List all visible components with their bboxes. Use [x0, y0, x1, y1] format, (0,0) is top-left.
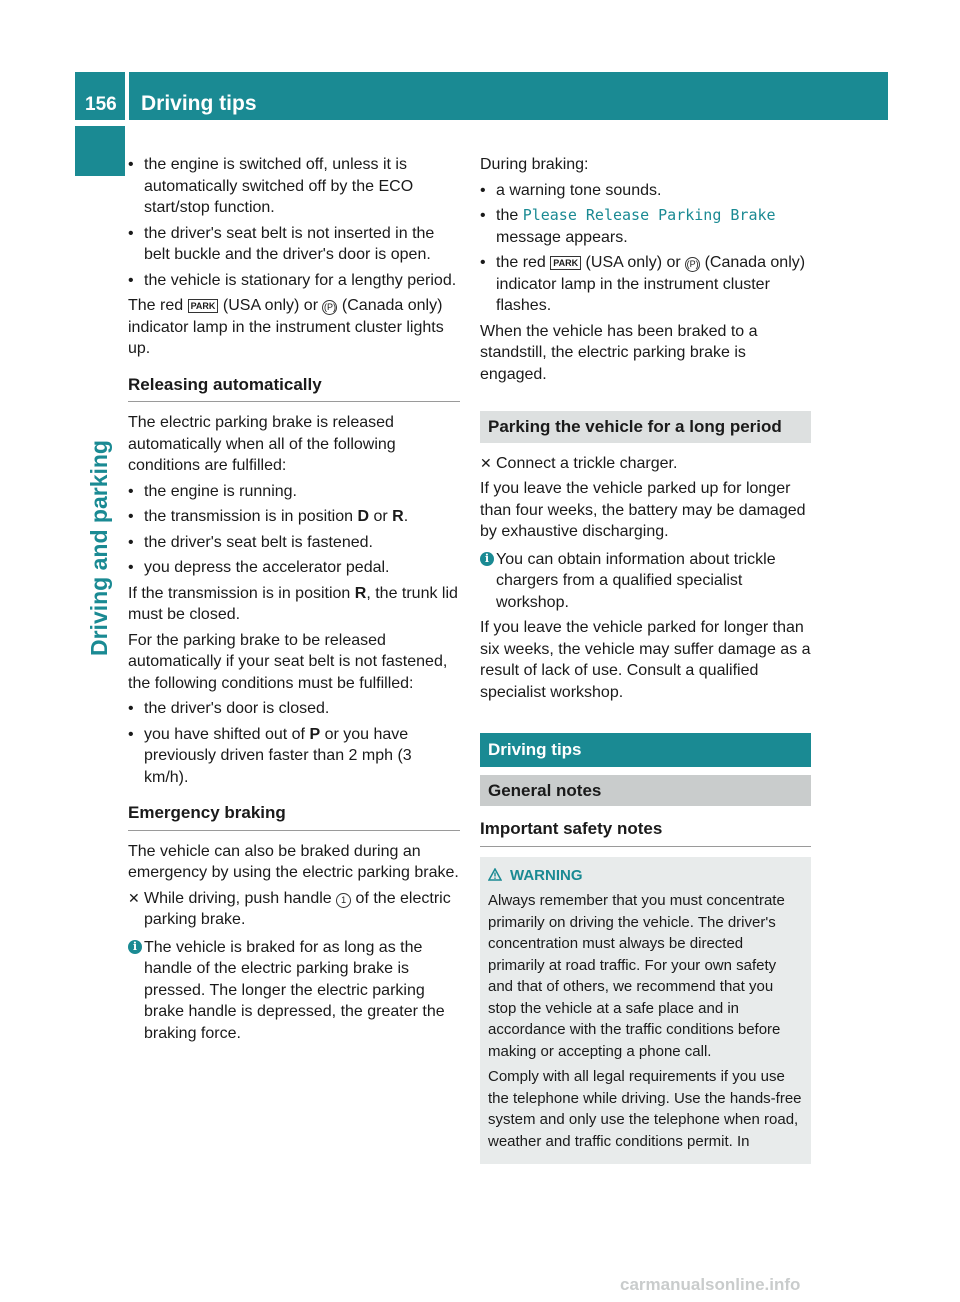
brake-lamp-icon: (P) — [685, 257, 700, 272]
list-item: • the engine is switched off, unless it is automatically switched off by the ECO start/stop function. — [128, 156, 414, 216]
list-item: • the driver's door is closed. — [128, 700, 330, 717]
heading-driving-tips: Driving tips — [480, 733, 811, 767]
arrow-icon: ✕ — [128, 889, 140, 906]
page-title: Driving tips — [141, 92, 257, 115]
list-item: • the engine is running. — [128, 482, 297, 500]
left-column — [128, 154, 460, 1048]
callout-number: 1 — [336, 893, 351, 908]
brake-lamp-icon: (P) — [322, 300, 337, 315]
list-item: • the transmission is in position D or R. — [128, 508, 409, 525]
heading-releasing: Releasing automatically — [128, 374, 460, 403]
list-item: • the red PARK (USA only) or (P) (Canada only) indicator lamp in the instrument cluster flashes. — [480, 254, 806, 314]
side-tab-marker — [75, 126, 125, 176]
paragraph: When the vehicle has been braked to a standstill, the electric parking brake is engaged. — [480, 322, 758, 383]
park-icon: PARK — [550, 256, 581, 270]
instruction-step: ✕ Connect a trickle charger. — [480, 453, 811, 475]
arrow-icon: ✕ — [480, 454, 492, 471]
warning-title: WARNING — [510, 866, 583, 884]
paragraph: During braking: — [480, 156, 589, 173]
list-item: • a warning tone sounds. — [480, 181, 662, 199]
warning-text: Always remember that you must concentrate primarily on driving the vehicle. The driver's concentration must always be directed primarily at road traffic. For your own safety and that of others, we recommend that you stop the vehicle at a safe place and in accordance with the traffic conditions before making or accepting a phone call. — [488, 892, 785, 1060]
info-note: i The vehicle is braked for as long as the handle of the electric parking brake is pressed. The longer the electric parking brake handle is depressed, the greater the braking force. — [128, 937, 460, 1045]
instruction-step: ✕ While driving, push handle 1 of the electric parking brake. — [128, 889, 451, 928]
heading-long-period: Parking the vehicle for a long period — [480, 411, 811, 443]
paragraph: If you leave the vehicle parked for longer than six weeks, the vehicle may suffer damage as a result of lack of use. Consult a qualified specialist workshop. — [480, 619, 811, 701]
info-note: i You can obtain information about trickle chargers from a qualified specialist workshop. — [480, 549, 811, 614]
watermark: carmanualsonline.info — [620, 1275, 801, 1294]
warning-text: Comply with all legal requirements if you use the telephone while driving. Use the hands-free system and only use the telephone when road, weather and traffic conditions permit. In — [488, 1068, 802, 1150]
header-bar — [129, 72, 888, 120]
paragraph: The vehicle can also be braked during an emergency by using the electric parking brake. — [128, 842, 459, 881]
paragraph: The electric parking brake is released automatically when all of the following conditions are fulfilled: — [128, 414, 396, 474]
paragraph: The red PARK (USA only) or (P) (Canada only) indicator lamp in the instrument cluster lights up. — [128, 297, 444, 357]
page-number: 156 — [85, 94, 117, 115]
list-item: • you depress the accelerator pedal. — [128, 559, 390, 576]
warning-box — [480, 857, 811, 1165]
paragraph: If you leave the vehicle parked up for longer than four weeks, the battery may be damaged by exhaustive discharging. — [480, 480, 806, 540]
info-icon: i — [480, 552, 494, 566]
section-label: Driving and parking — [86, 440, 112, 656]
paragraph: If the transmission is in position R, the trunk lid must be closed. — [128, 584, 458, 623]
heading-emergency: Emergency braking — [128, 802, 460, 831]
list-item: • the driver's seat belt is fastened. — [128, 533, 373, 551]
park-icon: PARK — [188, 299, 219, 313]
heading-safety: Important safety notes — [480, 818, 811, 847]
right-column — [480, 154, 811, 1164]
list-item: • the vehicle is stationary for a lengthy period. — [128, 271, 457, 289]
list-item: • the driver's seat belt is not inserted in the belt buckle and the driver's door is open. — [128, 224, 435, 263]
heading-general-notes: General notes — [480, 775, 811, 807]
info-icon: i — [128, 940, 142, 954]
list-item: • the Please Release Parking Brake message appears. — [480, 206, 776, 246]
paragraph: For the parking brake to be released automatically if your seat belt is not fastened, the following conditions must be fulfilled: — [128, 631, 448, 692]
display-message: Please Release Parking Brake — [522, 206, 776, 224]
page-number-box — [75, 72, 125, 120]
list-item: • you have shifted out of P or you have previously driven faster than 2 mph (3 km/h). — [128, 725, 412, 786]
warning-icon — [488, 868, 502, 881]
